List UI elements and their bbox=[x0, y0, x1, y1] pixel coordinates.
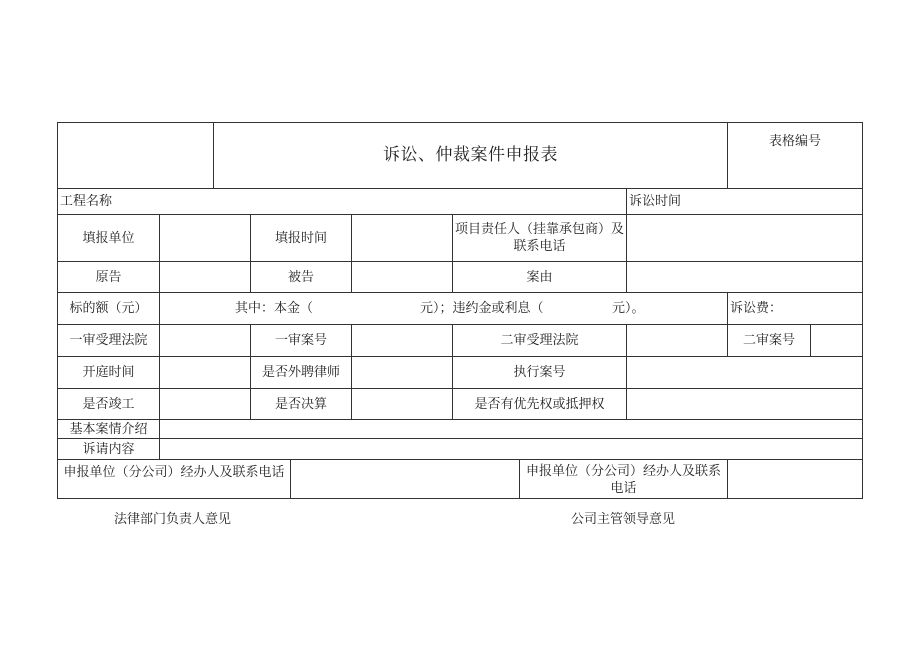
defendant-value[interactable] bbox=[351, 261, 453, 293]
completed-value[interactable] bbox=[159, 388, 251, 420]
amount-detail[interactable] bbox=[159, 292, 728, 325]
case-intro-value[interactable] bbox=[159, 419, 863, 439]
execution-case-value[interactable] bbox=[626, 356, 863, 389]
litigation-fee-label: 诉讼费： bbox=[727, 292, 863, 325]
penalty-label: 元）；违约金或利息（ bbox=[420, 301, 544, 316]
second-court-value[interactable] bbox=[626, 324, 728, 357]
fill-time-value[interactable] bbox=[351, 214, 453, 262]
handler-left-label: 申报单位（分公司）经办人及联系电话 bbox=[57, 459, 291, 499]
defendant-label: 被告 bbox=[250, 261, 352, 293]
fill-time-label: 填报时间 bbox=[250, 214, 352, 262]
completed-label: 是否竣工 bbox=[57, 388, 160, 420]
first-court-label: 一审受理法院 bbox=[57, 324, 160, 357]
hearing-time-value[interactable] bbox=[159, 356, 251, 389]
fill-unit-value[interactable] bbox=[159, 214, 251, 262]
plaintiff-value[interactable] bbox=[159, 261, 251, 293]
principal-label: 其中：本金（ bbox=[235, 301, 314, 316]
second-case-value[interactable] bbox=[810, 324, 863, 357]
priority-value[interactable] bbox=[626, 388, 863, 420]
plaintiff-label: 原告 bbox=[57, 261, 160, 293]
handler-right-label: 申报单位（分公司）经办人及联系电话 bbox=[519, 459, 728, 499]
header-blank-cell bbox=[57, 122, 214, 189]
pm-contact-value[interactable] bbox=[626, 214, 863, 262]
cause-label: 案由 bbox=[452, 261, 627, 293]
outside-lawyer-label: 是否外聘律师 bbox=[250, 356, 352, 389]
execution-case-label: 执行案号 bbox=[452, 356, 627, 389]
outside-lawyer-value[interactable] bbox=[351, 356, 453, 389]
settled-value[interactable] bbox=[351, 388, 453, 420]
cause-value[interactable] bbox=[626, 261, 863, 293]
form-number-label: 表格编号 bbox=[727, 122, 863, 189]
case-intro-label: 基本案情介绍 bbox=[57, 419, 160, 439]
claims-value[interactable] bbox=[159, 438, 863, 460]
fill-unit-label: 填报单位 bbox=[57, 214, 160, 262]
amount-label: 标的额（元） bbox=[57, 292, 160, 325]
litigation-time-label: 诉讼时间 bbox=[626, 188, 863, 215]
project-name-label: 工程名称 bbox=[57, 188, 627, 215]
leader-opinion-label: 公司主管领导意见 bbox=[571, 512, 676, 527]
case-report-form bbox=[57, 122, 863, 499]
form-title: 诉讼、仲裁案件申报表 bbox=[213, 122, 728, 189]
yuan-end-label: 元）。 bbox=[612, 301, 645, 316]
priority-label: 是否有优先权或抵押权 bbox=[452, 388, 627, 420]
hearing-time-label: 开庭时间 bbox=[57, 356, 160, 389]
settled-label: 是否决算 bbox=[250, 388, 352, 420]
first-case-label: 一审案号 bbox=[250, 324, 352, 357]
handler-right-value[interactable] bbox=[727, 459, 863, 499]
second-case-label: 二审案号 bbox=[727, 324, 811, 357]
pm-contact-label: 项目责任人（挂靠承包商）及联系电话 bbox=[452, 214, 627, 262]
handler-left-value[interactable] bbox=[290, 459, 520, 499]
legal-dept-opinion-label: 法律部门负责人意见 bbox=[114, 512, 232, 527]
claims-label: 诉请内容 bbox=[57, 438, 160, 460]
first-case-value[interactable] bbox=[351, 324, 453, 357]
second-court-label: 二审受理法院 bbox=[452, 324, 627, 357]
first-court-value[interactable] bbox=[159, 324, 251, 357]
